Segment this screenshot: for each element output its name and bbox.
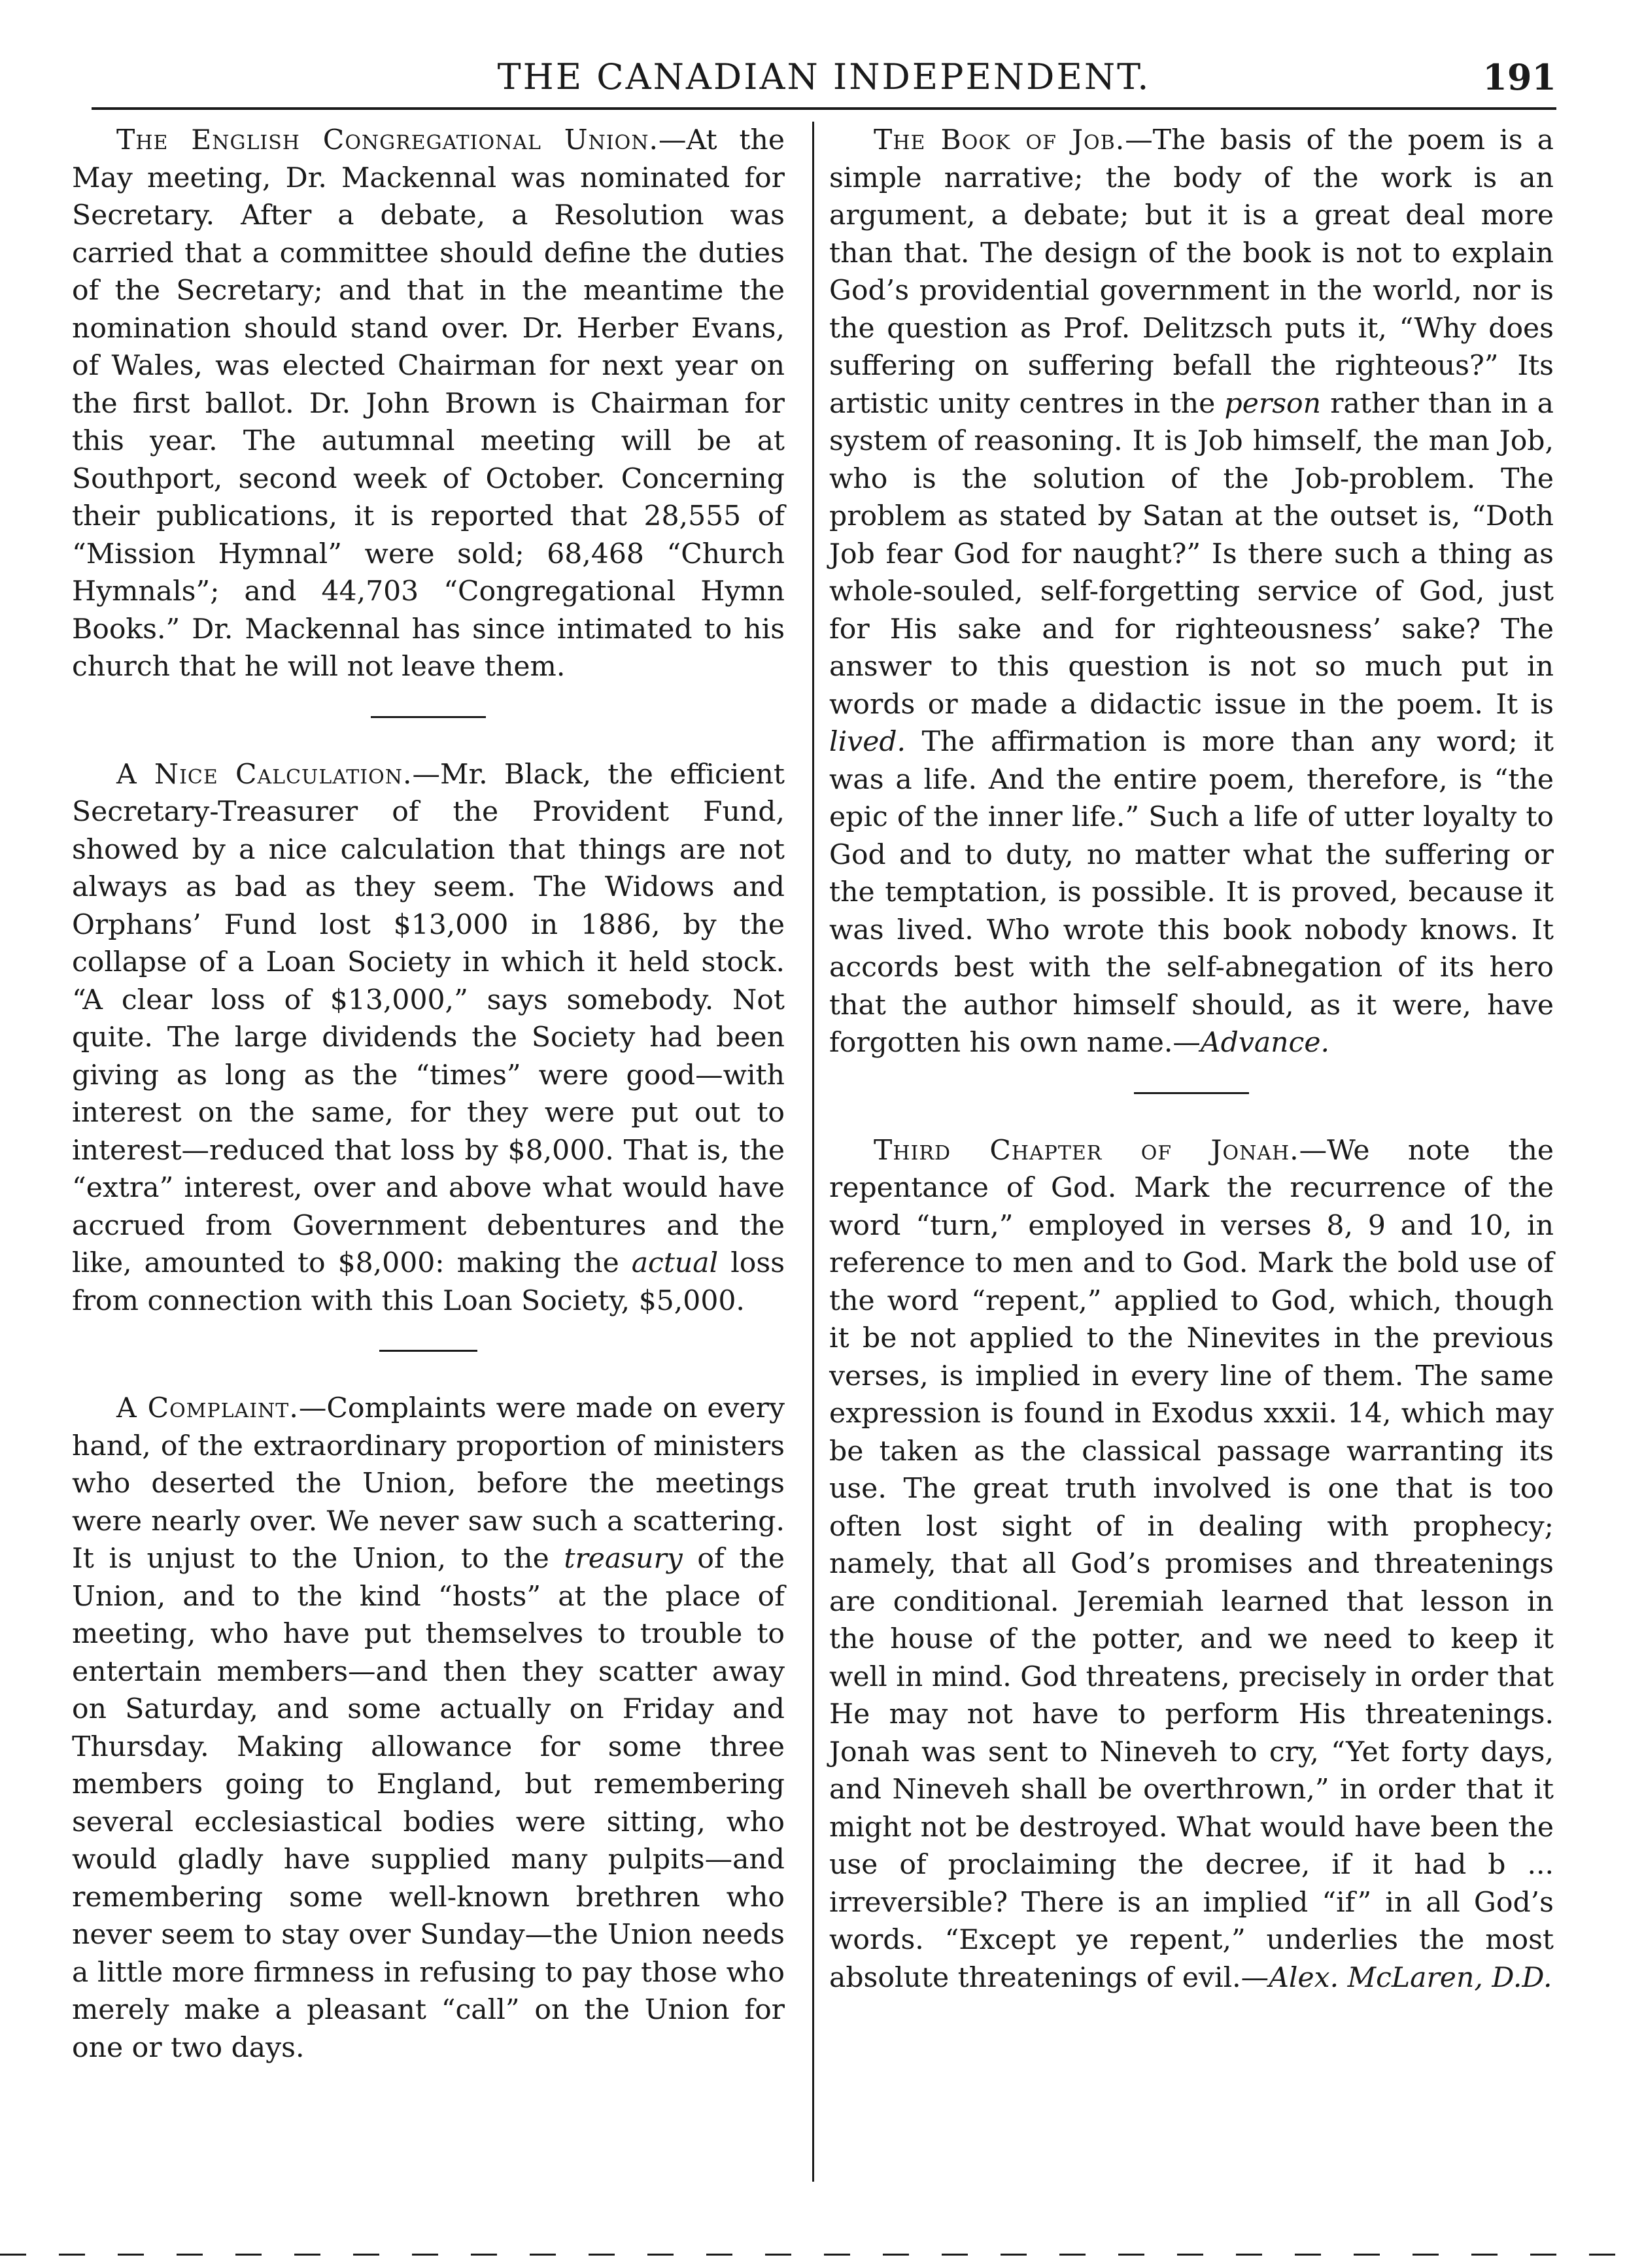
article-body: —Complaints were made on every hand, of the extraordinary proportion of ministers who deserted the Union, before the meetings were nearly over. We never saw such a scattering. It is unjust to the Union, to the (72, 1392, 785, 1575)
column-divider (812, 122, 814, 2182)
running-title: THE CANADIAN INDEPENDENT. (497, 56, 1151, 97)
article-author: Alex. McLaren, D.D. (1269, 1961, 1552, 1994)
article-heading: The Book of Job. (874, 124, 1125, 156)
article-body: —At the May meeting, Dr. Mackennal was nominated for Secretary. After a debate, a Resolution was carried that a committee should define the duties of the Secretary; and that in the meantime the nomination should stand over. Dr. Herber Evans, of Wales, was elected Chairman for next year on the first ballot. Dr. John Brown is Chairman for this year. The autumnal meeting will be at Southport, second week of October. Concerning their publications, it is reported that 28,555 of “Mission Hymnal” were sold; 68,468 “Church Hymnals”; and 44,703 “Congregational Hymn Books.” Dr. Mackennal has since intimated to his church that he will not leave them. (72, 124, 785, 683)
article-body: —We note the repentance of God. Mark the recurrence of the word “turn,” employed in verses 8, 9 and 10, in reference to men and to God. Mark the bold use of the word “repent,” applied to God, which, though it be not applied to the Ninevites in the previous verses, is implied in every line of them. The same expression is found in Exodus xxxii. 14, which may be taken as the classical passage warranting its use. The great truth involved is one that is too often lost sight of in dealing with prophecy; namely, that all God’s promises and threatenings are conditional. Jeremiah learned that lesson in the house of the potter, and we need to keep it well in mind. God threatens, precisely in order that He may not have to perform His threatenings. Jonah was sent to Nineveh to cry, “Yet forty days, and Nineveh shall be overthrown,” in order that it might not be destroyed. What would have been the use of proclaiming the decree, if it had b ... irreversible? There is an implied “if” in all God’s words. “Except ye repent,” underlies the most absolute threatenings of evil.— (829, 1134, 1554, 1994)
article-emphasis: actual (631, 1247, 719, 1279)
section-separator (379, 1350, 477, 1352)
article-body: —Mr. Black, the efficient Secretary-Treasurer of the Provident Fund, showed by a nice calculation that things are not always as bad as they seem. The Widows and Orphans’ Fund lost $13,000 in 1886, by the collapse of a Loan Society in which it held stock. “A clear loss of $13,000,” says somebody. Not quite. The large dividends the Society had been giving as long as the “times” were good—with interest on the same, for they were put out to interest—reduced that loss by $8,000. That is, the “extra” interest, over and above what would have accrued from Government debentures and the like, amounted to $8,000: making the (72, 758, 785, 1279)
article-body: of the Union, and to the kind “hosts” at the place of meeting, who have put themselves to trouble to entertain members—and then they scatter away on Saturday, and some actually on Friday and Thursday. Making allowance for some three members going to England, but remembering several ecclesiastical bodies were sitting, who would gladly have supplied many pulpits—and remembering some well-known brethren who never seem to stay over Sunday—the Union needs a little more firmness in refusing to pay those who merely make a pleasant “call” on the Union for one or two days. (72, 1543, 785, 2064)
article-emphasis: person (1224, 387, 1321, 420)
header-rule (92, 107, 1556, 110)
article-complaint (72, 1390, 785, 2067)
article-heading: Third Chapter of Jonah. (874, 1134, 1299, 1167)
right-column (829, 122, 1554, 1997)
article-source: Advance. (1200, 1027, 1330, 1059)
page-number: 191 (1482, 56, 1556, 98)
article-nice-calculation (72, 756, 785, 1320)
footer-rule (0, 2254, 1644, 2256)
article-third-chapter-jonah (829, 1132, 1554, 1997)
article-heading: A Nice Calculation. (116, 758, 413, 791)
article-emphasis: lived. (829, 726, 906, 758)
section-separator (1134, 1092, 1249, 1094)
article-emphasis: treasury (564, 1543, 683, 1575)
article-book-of-job (829, 122, 1554, 1062)
article-heading: A Complaint. (116, 1392, 299, 1424)
running-header (92, 51, 1556, 103)
article-body: rather than in a system of reasoning. It is Job himself, the man Job, who is the solution of the Job-problem. The problem as stated by Satan at the outset is, “Doth Job fear God for naught?” Is there such a thing as whole-souled, self-forgetting service of God, just for His sake and for righteousness’ sake? The answer to this question is not so much put in words or made a didactic issue in the poem. It is (829, 387, 1554, 721)
article-body: —The basis of the poem is a simple narrative; the body of the work is an argument, a debate; but it is a great deal more than that. The design of the book is not to explain God’s providential government in the world, nor is the question as Prof. Delitzsch puts it, “Why does suffering on suffering befall the righteous?” Its artistic unity centres in the (829, 124, 1554, 420)
article-body: loss from connection with this Loan Society, $5,000. (72, 1247, 785, 1317)
section-separator (371, 716, 486, 718)
article-english-congregational-union (72, 122, 785, 686)
article-body: The affirmation is more than any word; it was a life. And the entire poem, therefore, is “the epic of the inner life.” Such a life of utter loyalty to God and to duty, no matter what the suffering or the temptation, is possible. It is proved, because it was lived. Who wrote this book nobody knows. It accords best with the self-abnegation of its hero that the author himself should, as it were, have forgotten his own name.— (829, 726, 1554, 1059)
article-heading: The English Congregational Union. (116, 124, 659, 156)
left-column (72, 122, 785, 2067)
